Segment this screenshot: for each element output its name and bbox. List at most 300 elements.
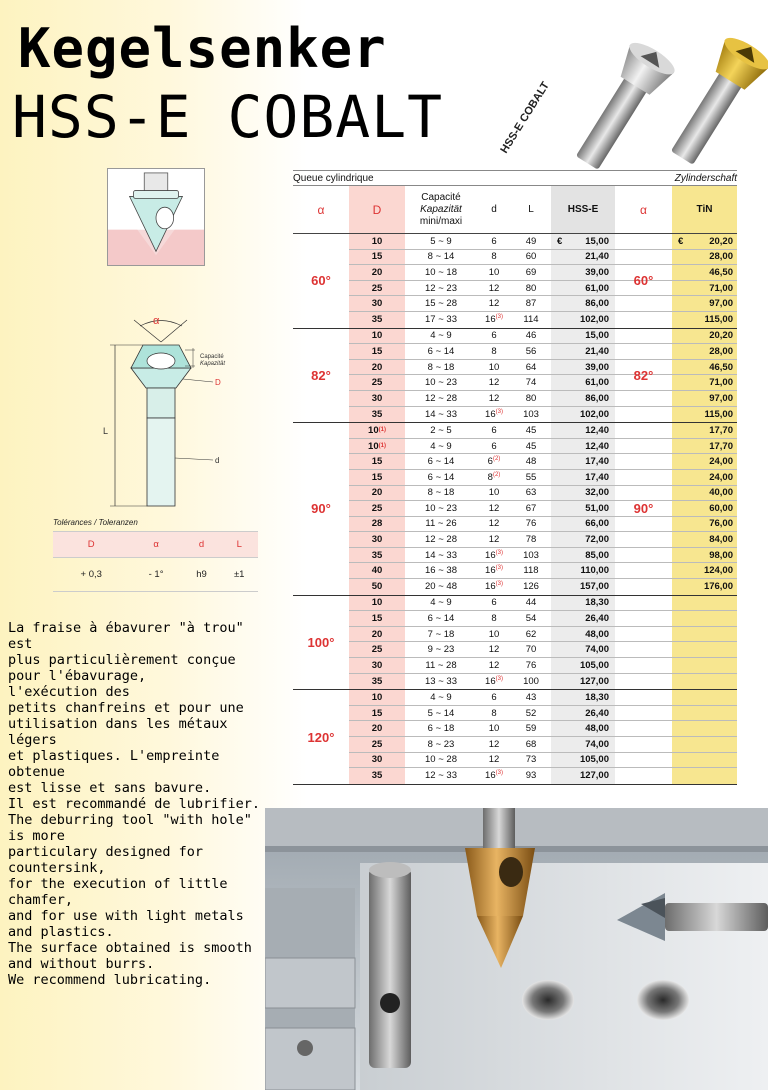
cell-d bbox=[477, 251, 511, 262]
table-row bbox=[349, 611, 737, 627]
cell-d bbox=[477, 298, 511, 309]
cell-hss-e bbox=[551, 690, 615, 705]
table-row bbox=[349, 439, 737, 455]
cell-tin-value: 76,00 bbox=[709, 518, 733, 530]
diagram-d: d bbox=[215, 456, 220, 465]
col-D: D bbox=[349, 186, 405, 233]
cell-L bbox=[511, 503, 551, 514]
cell-L-value: 49 bbox=[525, 235, 537, 247]
technical-drawing bbox=[95, 312, 275, 517]
col-tin: TiN bbox=[672, 186, 737, 233]
cell-d-value: 10 bbox=[488, 723, 500, 735]
cell-D-value: 15 bbox=[371, 251, 383, 263]
cell-D-footnote: (1) bbox=[378, 443, 386, 450]
group-angle: 82° bbox=[311, 367, 331, 383]
cell-capacity-value: 12 ~ 23 bbox=[425, 282, 457, 294]
cell-hss-e-value: 18,30 bbox=[585, 597, 609, 609]
cell-L bbox=[511, 393, 551, 404]
cell-tin-value: 46,50 bbox=[709, 266, 733, 278]
cell-L-value: 76 bbox=[525, 518, 537, 530]
cell-L bbox=[511, 472, 551, 483]
table-row bbox=[349, 721, 737, 737]
diagram-kapazitat: Kapazität bbox=[200, 361, 226, 367]
cell-D-value: 35 bbox=[371, 549, 383, 561]
cell-d bbox=[477, 692, 511, 703]
table-row bbox=[349, 563, 737, 579]
cell-capacity bbox=[405, 550, 477, 561]
cell-D-value: 15 bbox=[371, 613, 383, 625]
cell-D bbox=[349, 265, 405, 280]
table-row bbox=[349, 344, 737, 360]
cell-hss-e-value: 51,00 bbox=[585, 502, 609, 514]
diagram-D: D bbox=[215, 378, 221, 387]
cell-d-footnote: (2) bbox=[492, 471, 501, 478]
title-kegelsenker: Kegelsenker bbox=[18, 17, 387, 80]
cell-hss-e-value: 21,40 bbox=[585, 345, 609, 357]
cell-L-value: 62 bbox=[525, 628, 537, 640]
cell-L bbox=[511, 754, 551, 765]
cell-d bbox=[477, 534, 511, 545]
header-queue-cylindrique: Queue cylindrique bbox=[293, 173, 374, 184]
table-row bbox=[349, 265, 737, 281]
cell-tin bbox=[672, 611, 737, 626]
table-row bbox=[349, 329, 737, 345]
cell-d-value: 12 bbox=[488, 754, 500, 766]
table-row bbox=[349, 706, 737, 722]
cell-hss-e-value: 17,40 bbox=[585, 456, 609, 468]
cell-d bbox=[477, 708, 511, 719]
col-capacity-minmax: mini/maxi bbox=[419, 215, 463, 227]
cell-D-value: 30 bbox=[371, 298, 383, 310]
cell-d-footnote: (3) bbox=[495, 675, 503, 682]
cell-D bbox=[349, 329, 405, 344]
cell-d bbox=[477, 629, 511, 640]
cell-hss-e-value: 86,00 bbox=[585, 298, 609, 310]
cell-D-value: 10 bbox=[371, 597, 383, 609]
cell-L-value: 114 bbox=[523, 314, 539, 326]
cell-d-footnote: (3) bbox=[495, 314, 503, 321]
cell-d bbox=[477, 503, 511, 514]
table-row bbox=[349, 674, 737, 690]
cell-hss-e-value: 72,00 bbox=[585, 534, 609, 546]
table-row bbox=[349, 596, 737, 612]
cell-capacity bbox=[405, 441, 477, 452]
angle-group bbox=[293, 690, 737, 785]
cell-D-value: 20 bbox=[371, 628, 383, 640]
cell-tin bbox=[672, 281, 737, 296]
cell-hss-e-value: 15,00 bbox=[585, 330, 609, 342]
cell-D-value: 25 bbox=[371, 644, 383, 656]
table-row bbox=[349, 296, 737, 312]
cell-L bbox=[511, 409, 551, 420]
cell-D-value: 25 bbox=[371, 377, 383, 389]
cell-d-value: 10 bbox=[488, 266, 500, 278]
cell-d bbox=[477, 613, 511, 624]
cell-L-value: 48 bbox=[525, 456, 537, 468]
cell-d-value: 6 bbox=[491, 424, 497, 436]
cell-tin-value: 17,70 bbox=[709, 424, 733, 436]
cell-D-value: 28 bbox=[371, 518, 383, 530]
cell-D bbox=[349, 642, 405, 657]
cell-tin-value: 28,00 bbox=[709, 251, 733, 263]
cell-d-footnote: (3) bbox=[495, 408, 503, 415]
cell-L bbox=[511, 770, 551, 781]
cell-L-value: 78 bbox=[525, 534, 537, 546]
cell-hss-e bbox=[551, 706, 615, 721]
cell-capacity bbox=[405, 251, 477, 262]
cell-D-value: 40 bbox=[371, 565, 383, 577]
cell-D bbox=[349, 596, 405, 611]
table-row bbox=[349, 642, 737, 658]
cell-capacity bbox=[405, 503, 477, 514]
cell-D-value: 10 bbox=[371, 330, 383, 342]
cell-L bbox=[511, 739, 551, 750]
cell-hss-e bbox=[551, 360, 615, 375]
cell-capacity bbox=[405, 629, 477, 640]
cell-tin bbox=[672, 753, 737, 768]
cell-capacity-value: 7 ~ 18 bbox=[427, 628, 455, 640]
cell-D bbox=[349, 690, 405, 705]
cell-D bbox=[349, 548, 405, 563]
table-row bbox=[349, 234, 737, 250]
title-hss-e-cobalt: HSS-E COBALT bbox=[12, 83, 444, 151]
cell-hss-e bbox=[551, 721, 615, 736]
cell-d-value: 8 bbox=[491, 707, 497, 719]
cell-d-footnote: (3) bbox=[495, 770, 503, 777]
cell-D-value: 30 bbox=[371, 534, 383, 546]
cell-capacity-value: 8 ~ 18 bbox=[427, 487, 455, 499]
cell-D-value: 25 bbox=[371, 502, 383, 514]
cell-hss-e-value: 39,00 bbox=[585, 361, 609, 373]
cell-D bbox=[349, 454, 405, 469]
cell-d-value: 16 bbox=[485, 549, 496, 561]
cell-capacity bbox=[405, 487, 477, 498]
cell-D-value: 20 bbox=[371, 487, 383, 499]
cell-D bbox=[349, 234, 405, 249]
cell-d bbox=[477, 346, 511, 357]
product-description: La fraise à ébavurer "à trou" est plus particulièrement conçue pour l'ébavurage, l'exécution des petits chanfreins et pour une utilisation dans les métaux légers et plastiques. L'empreinte obtenue est lisse et sans bavure. Il est recommandé de lubrifier. The deburring tool "with hole" is more particulary designed for countersink, for the execution of little chamfer, and for use with light metals and plastics. The surface obtained is smooth and without burrs. We recommend lubricating. bbox=[8, 620, 260, 988]
table-row bbox=[349, 517, 737, 533]
cell-capacity-value: 12 ~ 28 bbox=[425, 534, 457, 546]
cell-L-value: 103 bbox=[523, 408, 539, 420]
cell-capacity-value: 8 ~ 14 bbox=[427, 251, 455, 263]
cell-capacity bbox=[405, 770, 477, 781]
table-row bbox=[349, 501, 737, 517]
cell-capacity bbox=[405, 739, 477, 750]
cell-capacity-value: 11 ~ 28 bbox=[425, 659, 457, 671]
cell-D bbox=[349, 501, 405, 516]
table-row bbox=[349, 690, 737, 706]
cell-d bbox=[477, 362, 511, 373]
cell-tin-value: 17,70 bbox=[709, 440, 733, 452]
cell-L bbox=[511, 644, 551, 655]
currency-symbol: € bbox=[678, 235, 684, 247]
cell-capacity bbox=[405, 362, 477, 373]
cell-capacity bbox=[405, 409, 477, 420]
cell-capacity-value: 4 ~ 9 bbox=[430, 440, 452, 452]
cell-tin bbox=[672, 642, 737, 657]
cell-tin-value: 84,00 bbox=[709, 534, 733, 546]
cell-d-value: 16 bbox=[485, 581, 496, 593]
cell-L-value: 70 bbox=[525, 644, 537, 656]
cell-tin bbox=[672, 706, 737, 721]
cell-D bbox=[349, 423, 405, 438]
cell-L bbox=[511, 692, 551, 703]
cell-L bbox=[511, 283, 551, 294]
cell-D-value: 20 bbox=[371, 361, 383, 373]
cell-d-value: 12 bbox=[488, 738, 500, 750]
group-angle: 90° bbox=[311, 501, 331, 517]
cell-D-value: 25 bbox=[371, 738, 383, 750]
col-capacity-fr: Capacité bbox=[421, 191, 461, 203]
cell-D bbox=[349, 768, 405, 784]
cell-L bbox=[511, 441, 551, 452]
cell-tin bbox=[672, 375, 737, 390]
cell-capacity bbox=[405, 425, 477, 436]
cell-d bbox=[477, 723, 511, 734]
cell-L bbox=[511, 597, 551, 608]
cell-D bbox=[349, 721, 405, 736]
countersink-section-diagram bbox=[107, 168, 205, 266]
cell-capacity bbox=[405, 754, 477, 765]
cell-d-value: 12 bbox=[488, 518, 500, 530]
cell-L-value: 74 bbox=[525, 377, 537, 389]
cell-D-value: 15 bbox=[371, 345, 383, 357]
cell-L bbox=[511, 362, 551, 373]
table-row bbox=[349, 486, 737, 502]
cell-d-value: 12 bbox=[488, 644, 500, 656]
cell-capacity-value: 2 ~ 5 bbox=[430, 424, 452, 436]
cell-D-value: 20 bbox=[371, 723, 383, 735]
cell-capacity-value: 6 ~ 14 bbox=[427, 345, 455, 357]
cell-L-value: 45 bbox=[525, 440, 537, 452]
cell-hss-e bbox=[551, 658, 615, 673]
cell-capacity bbox=[405, 660, 477, 671]
cell-tin bbox=[672, 360, 737, 375]
cell-L bbox=[511, 456, 551, 467]
cell-capacity-value: 6 ~ 14 bbox=[427, 456, 455, 468]
tolerances-table bbox=[53, 531, 258, 592]
cell-d bbox=[477, 754, 511, 765]
cell-L bbox=[511, 550, 551, 561]
group-angle: 100° bbox=[307, 634, 335, 650]
col-alpha-2: α bbox=[640, 202, 647, 217]
cell-tin bbox=[672, 563, 737, 578]
cell-L bbox=[511, 660, 551, 671]
cell-hss-e-value: 32,00 bbox=[585, 487, 609, 499]
cell-capacity-value: 14 ~ 33 bbox=[425, 408, 457, 420]
cell-capacity-value: 4 ~ 9 bbox=[430, 597, 452, 609]
cell-hss-e-value: 66,00 bbox=[585, 518, 609, 530]
group-angle-2: 90° bbox=[633, 501, 654, 517]
cell-capacity-value: 13 ~ 33 bbox=[425, 675, 457, 687]
cell-d-value: 16 bbox=[485, 770, 496, 782]
cell-D-value: 15 bbox=[371, 707, 383, 719]
cell-hss-e bbox=[551, 501, 615, 516]
cell-D-value: 35 bbox=[371, 770, 383, 782]
cell-hss-e bbox=[551, 296, 615, 311]
cell-D bbox=[349, 439, 405, 454]
cell-L-value: 64 bbox=[525, 361, 537, 373]
cell-hss-e bbox=[551, 312, 615, 328]
tol-header-d: d bbox=[183, 532, 221, 558]
cell-tin-value: 97,00 bbox=[709, 298, 733, 310]
cell-d bbox=[477, 377, 511, 388]
cell-capacity bbox=[405, 692, 477, 703]
cell-tin bbox=[672, 250, 737, 265]
cell-L bbox=[511, 236, 551, 247]
cell-L-value: 67 bbox=[525, 502, 537, 514]
cell-L-value: 87 bbox=[525, 298, 537, 310]
cell-hss-e bbox=[551, 579, 615, 595]
table-row bbox=[349, 423, 737, 439]
diagram-L: L bbox=[103, 426, 109, 436]
cell-hss-e bbox=[551, 611, 615, 626]
cell-D bbox=[349, 375, 405, 390]
table-row bbox=[349, 737, 737, 753]
table-body bbox=[293, 234, 737, 785]
cell-d bbox=[477, 425, 511, 436]
cell-hss-e-value: 102,00 bbox=[579, 408, 609, 420]
cell-d-value: 12 bbox=[488, 534, 500, 546]
cell-d-value: 12 bbox=[488, 282, 500, 294]
tol-header-D: D bbox=[53, 532, 129, 558]
cell-D-footnote: (1) bbox=[378, 427, 386, 434]
cell-D-value: 10 bbox=[371, 235, 383, 247]
cell-capacity-value: 9 ~ 23 bbox=[427, 644, 455, 656]
cell-tin bbox=[672, 312, 737, 328]
cell-tin bbox=[672, 407, 737, 423]
cell-d-value: 12 bbox=[488, 298, 500, 310]
cell-hss-e bbox=[551, 486, 615, 501]
cell-L-value: 46 bbox=[525, 330, 537, 342]
angle-group bbox=[293, 329, 737, 424]
table-header-line bbox=[293, 170, 737, 186]
cell-D-value: 35 bbox=[371, 675, 383, 687]
cell-d bbox=[477, 739, 511, 750]
angle-group bbox=[293, 234, 737, 329]
cell-hss-e-value: 102,00 bbox=[579, 314, 609, 326]
cell-hss-e-value: 18,30 bbox=[585, 692, 609, 704]
cell-d-footnote: (2) bbox=[492, 456, 501, 463]
cell-tin bbox=[672, 768, 737, 784]
cell-hss-e bbox=[551, 470, 615, 485]
table-row bbox=[349, 548, 737, 564]
cell-L bbox=[511, 487, 551, 498]
column-headers bbox=[293, 186, 737, 234]
cell-capacity-value: 16 ~ 38 bbox=[425, 565, 457, 577]
cell-L bbox=[511, 377, 551, 388]
cell-D-value: 15 bbox=[371, 456, 383, 468]
cell-hss-e bbox=[551, 391, 615, 406]
cell-tin bbox=[672, 454, 737, 469]
cell-D bbox=[349, 579, 405, 595]
cell-capacity bbox=[405, 723, 477, 734]
cell-hss-e-value: 21,40 bbox=[585, 251, 609, 263]
cell-tin-value: 28,00 bbox=[709, 345, 733, 357]
cell-L-value: 103 bbox=[523, 549, 539, 561]
cell-capacity-value: 5 ~ 9 bbox=[430, 235, 452, 247]
cell-capacity bbox=[405, 472, 477, 483]
cell-capacity-value: 10 ~ 18 bbox=[425, 266, 457, 278]
group-angle-2 bbox=[615, 596, 672, 690]
tol-value-D: + 0,3 bbox=[53, 558, 129, 592]
cell-D-value: 30 bbox=[371, 659, 383, 671]
cell-d bbox=[477, 456, 511, 467]
group-angle: 120° bbox=[307, 729, 335, 745]
cell-tin bbox=[672, 721, 737, 736]
cell-hss-e bbox=[551, 329, 615, 344]
cell-hss-e bbox=[551, 454, 615, 469]
cell-hss-e bbox=[551, 250, 615, 265]
cell-tin-value: 24,00 bbox=[709, 456, 733, 468]
cell-tin bbox=[672, 391, 737, 406]
cell-D bbox=[349, 737, 405, 752]
col-hss-e: HSS-E bbox=[551, 186, 615, 233]
cell-capacity bbox=[405, 581, 477, 592]
cell-d bbox=[477, 770, 511, 781]
cell-D-value: 15 bbox=[371, 471, 383, 483]
cell-D bbox=[349, 312, 405, 328]
cell-hss-e bbox=[551, 234, 615, 249]
cell-d-value: 16 bbox=[485, 408, 496, 420]
cell-d bbox=[477, 518, 511, 529]
cell-D bbox=[349, 250, 405, 265]
cell-d-value: 12 bbox=[488, 392, 500, 404]
price-table bbox=[293, 170, 737, 785]
cell-d bbox=[477, 283, 511, 294]
cell-d-value: 12 bbox=[488, 659, 500, 671]
cell-hss-e bbox=[551, 344, 615, 359]
cell-capacity-value: 6 ~ 18 bbox=[427, 723, 455, 735]
cell-tin-value: 71,00 bbox=[709, 377, 733, 389]
cell-d-value: 6 bbox=[487, 456, 493, 468]
cell-hss-e-value: 15,00 bbox=[585, 235, 609, 247]
cell-hss-e-value: 39,00 bbox=[585, 266, 609, 278]
cell-L-value: 80 bbox=[525, 282, 537, 294]
cell-tin bbox=[672, 486, 737, 501]
cell-L-value: 93 bbox=[525, 770, 537, 782]
cell-tin-value: 20,20 bbox=[709, 330, 733, 342]
cell-L bbox=[511, 676, 551, 687]
cell-L-value: 56 bbox=[525, 345, 537, 357]
cell-D bbox=[349, 360, 405, 375]
diagram-capacite: Capacité bbox=[200, 354, 224, 360]
cell-tin bbox=[672, 737, 737, 752]
cell-capacity-value: 12 ~ 28 bbox=[425, 392, 457, 404]
cell-hss-e-value: 105,00 bbox=[579, 659, 609, 671]
cell-tin-value: 124,00 bbox=[703, 565, 733, 577]
table-row bbox=[349, 768, 737, 784]
cell-d bbox=[477, 472, 511, 483]
cell-capacity-value: 14 ~ 33 bbox=[425, 549, 457, 561]
cell-tin-value: 115,00 bbox=[704, 314, 733, 326]
cell-hss-e-value: 157,00 bbox=[579, 581, 609, 593]
tol-header-alpha: α bbox=[129, 532, 182, 558]
cell-capacity bbox=[405, 346, 477, 357]
cell-capacity bbox=[405, 565, 477, 576]
cell-D bbox=[349, 296, 405, 311]
cell-hss-e-value: 105,00 bbox=[579, 754, 609, 766]
cell-tin bbox=[672, 296, 737, 311]
col-capacity-de: Kapazität bbox=[420, 203, 462, 215]
cell-L-value: 59 bbox=[525, 723, 537, 735]
currency-symbol: € bbox=[557, 235, 563, 247]
cell-capacity bbox=[405, 330, 477, 341]
cell-tin bbox=[672, 344, 737, 359]
cell-hss-e bbox=[551, 753, 615, 768]
cell-L bbox=[511, 534, 551, 545]
